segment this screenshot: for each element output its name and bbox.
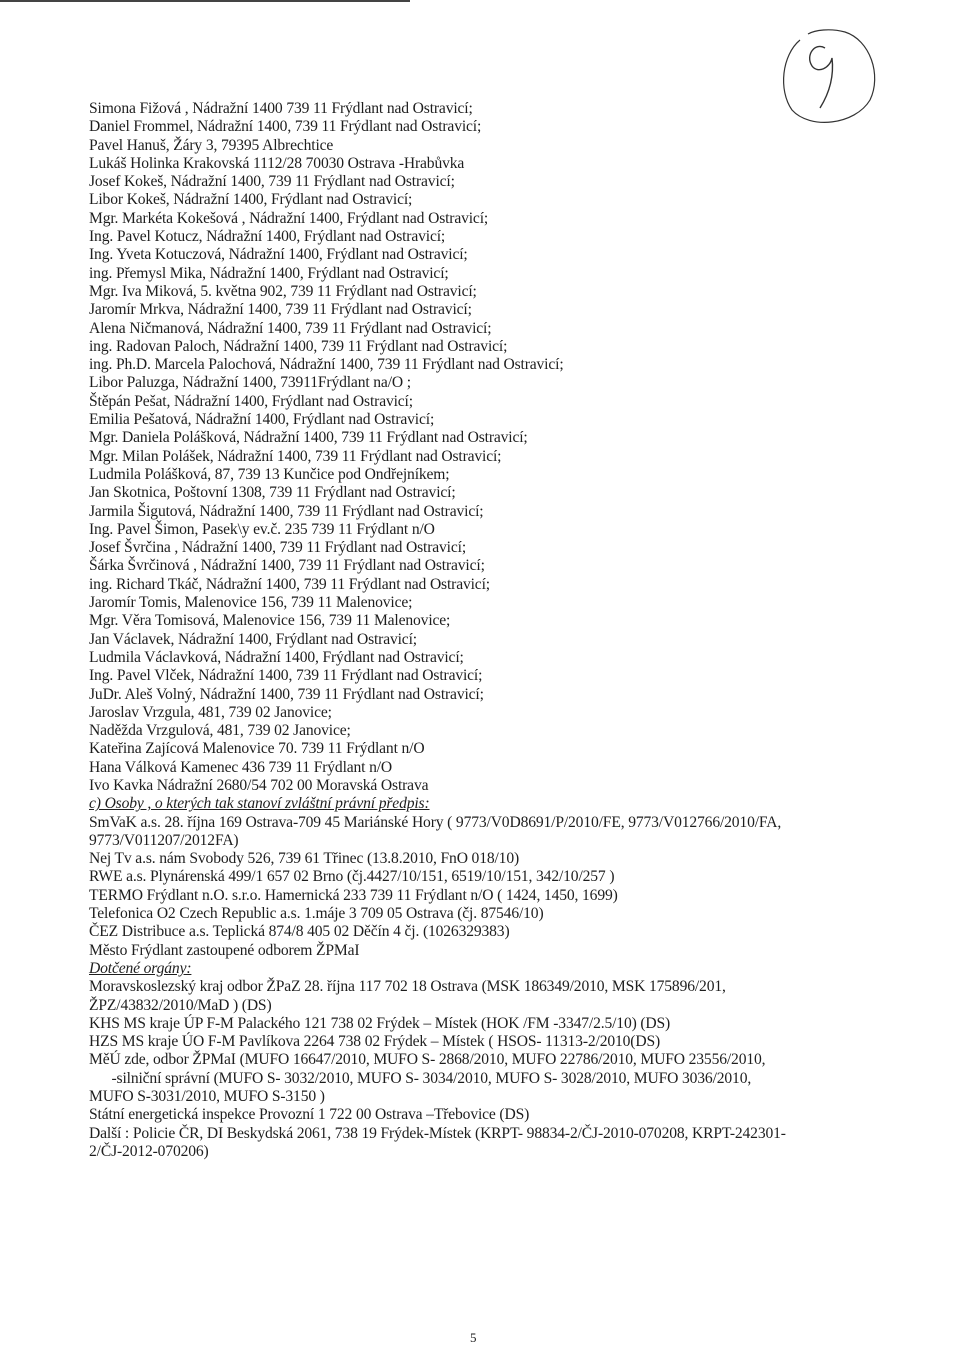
list-item: 2/ČJ-2012-070206) [89, 1142, 209, 1160]
top-border-line [0, 0, 410, 2]
list-item: Telefonica O2 Czech Republic a.s. 1.máje 3 709 05 Ostrava (čj. 87546/10) [89, 905, 544, 923]
list-item: ing. Přemysl Mika, Nádražní 1400, Frýdlant nad Ostravicí; [89, 264, 449, 282]
list-item: Josef Švrčina , Nádražní 1400, 739 11 Frýdlant nad Ostravicí; [89, 539, 467, 557]
list-item: Mgr. Iva Miková, 5. května 902, 739 11 Frýdlant nad Ostravicí; [89, 282, 477, 300]
stamp-number: 9 [770, 7, 778, 24]
list-item: MUFO S-3031/2010, MUFO S-3150 ) [89, 1088, 325, 1106]
page-number: 5 [470, 1330, 477, 1345]
list-item: -silniční správní (MUFO S- 3032/2010, MUFO S- 3034/2010, MUFO S- 3028/2010, MUFO 3036/2010, [89, 1069, 752, 1087]
list-item: Naděžda Vrzgulová, 481, 739 02 Janovice; [89, 722, 351, 740]
section-c-heading: c) Osoby , o kterých tak stanoví zvláštní právní předpis: [89, 795, 430, 813]
persons-list [89, 100, 889, 795]
list-item: Ivo Kavka Nádražní 2680/54 702 00 Moravská Ostrava [89, 776, 429, 794]
list-item: Libor Kokeš, Nádražní 1400, Frýdlant nad Ostravicí; [89, 191, 413, 209]
list-item: Jarmila Šigutová, Nádražní 1400, 739 11 Frýdlant nad Ostravicí; [89, 502, 484, 520]
list-item: Lukáš Holinka Krakovská 1112/28 70030 Ostrava -Hrabůvka [89, 154, 465, 172]
list-item: Moravskoslezský kraj odbor ŽPaZ 28. října 117 702 18 Ostrava (MSK 186349/2010, MSK 175896/201, [89, 978, 726, 996]
list-item: Kateřina Zajícová Malenovice 70. 739 11 Frýdlant n/O [89, 740, 425, 758]
list-item: HZS MS kraje ÚO F-M Pavlíkova 2264 738 02 Frýdek – Místek ( HSOS- 11313-2/2010(DS) [89, 1033, 661, 1051]
list-item: JuDr. Aleš Volný, Nádražní 1400, 739 11 Frýdlant nad Ostravicí; [89, 685, 484, 703]
list-item: Libor Paluzga, Nádražní 1400, 73911Frýdlant na/O ; [89, 374, 411, 392]
list-item: TERMO Frýdlant n.O. s.r.o. Hamernická 233 739 11 Frýdlant n/O ( 1424, 1450, 1699) [89, 886, 618, 904]
affected-authorities-heading: Dotčené orgány: [89, 959, 192, 977]
list-item: RWE a.s. Plynárenská 499/1 657 02 Brno (čj.4427/10/151, 6519/10/151, 342/10/257 ) [89, 868, 615, 886]
list-item: Jaromír Mrkva, Nádražní 1400, 739 11 Frýdlant nad Ostravicí; [89, 301, 472, 319]
affected-authorities-list [89, 978, 889, 1161]
list-item: Nej Tv a.s. nám Svobody 526, 739 61 Třinec (13.8.2010, FnO 018/10) [89, 850, 520, 868]
list-item: ČEZ Distribuce a.s. Teplická 874/8 405 02 Děčín 4 čj. (1026329383) [89, 923, 510, 941]
list-item: Mgr. Markéta Kokešová , Nádražní 1400, Frýdlant nad Ostravicí; [89, 209, 489, 227]
list-item: Ludmila Václavková, Nádražní 1400, Frýdlant nad Ostravicí; [89, 648, 464, 666]
list-item: ing. Radovan Paloch, Nádražní 1400, 739 11 Frýdlant nad Ostravicí; [89, 337, 508, 355]
list-item: Další : Policie ČR, DI Beskydská 2061, 738 19 Frýdek-Místek (KRPT- 98834-2/ČJ-2010-070208, KRPT-242301- [89, 1124, 786, 1142]
list-item: Simona Fižová , Nádražní 1400 739 11 Frýdlant nad Ostravicí; [89, 100, 473, 117]
list-item: Město Frýdlant zastoupené odborem ŽPMaI [89, 941, 360, 959]
list-item: Štěpán Pešat, Nádražní 1400, Frýdlant nad Ostravicí; [89, 392, 413, 410]
list-item: Jan Skotnica, Poštovní 1308, 739 11 Frýdlant nad Ostravicí; [89, 484, 456, 502]
list-item: Mgr. Daniela Polášková, Nádražní 1400, 739 11 Frýdlant nad Ostravicí; [89, 429, 528, 447]
list-item: SmVaK a.s. 28. října 169 Ostrava-709 45 Mariánské Hory ( 9773/V0D8691/P/2010/FE, 9773/V012766/2010/FA, [89, 813, 782, 831]
document-body [89, 100, 889, 1161]
list-item: Daniel Frommel, Nádražní 1400, 739 11 Frýdlant nad Ostravicí; [89, 118, 482, 136]
list-item: Jaroslav Vrzgula, 481, 739 02 Janovice; [89, 703, 332, 721]
list-item: Mgr. Milan Polášek, Nádražní 1400, 739 11 Frýdlant nad Ostravicí; [89, 447, 502, 465]
list-item: ing. Ph.D. Marcela Palochová, Nádražní 1400, 739 11 Frýdlant nad Ostravicí; [89, 356, 564, 374]
list-item: MěÚ zde, odbor ŽPMaI (MUFO 16647/2010, MUFO S- 2868/2010, MUFO 22786/2010, MUFO 23556/2010, [89, 1051, 766, 1069]
list-item: Šárka Švrčinová , Nádražní 1400, 739 11 Frýdlant nad Ostravicí; [89, 557, 485, 575]
list-item: Státní energetická inspekce Provozní 1 722 00 Ostrava –Třebovice (DS) [89, 1106, 530, 1124]
list-item: Mgr. Věra Tomisová, Malenovice 156, 739 11 Malenovice; [89, 612, 451, 630]
list-item: Jan Václavek, Nádražní 1400, Frýdlant nad Ostravicí; [89, 630, 417, 648]
list-item: Pavel Hanuš, Žáry 3, 79395 Albrechtice [89, 136, 334, 154]
list-item: Alena Ničmanová, Nádražní 1400, 739 11 Frýdlant nad Ostravicí; [89, 319, 492, 337]
list-item: Ing. Pavel Vlček, Nádražní 1400, 739 11 Frýdlant nad Ostravicí; [89, 667, 483, 685]
list-item: Ing. Yveta Kotuczová, Nádražní 1400, Frýdlant nad Ostravicí; [89, 246, 468, 264]
section-c-list [89, 814, 889, 960]
list-item: Ludmila Polášková, 87, 739 13 Kunčice pod Ondřejníkem; [89, 465, 450, 483]
list-item: Josef Kokeš, Nádražní 1400, 739 11 Frýdlant nad Ostravicí; [89, 173, 455, 191]
list-item: ing. Richard Tkáč, Nádražní 1400, 739 11 Frýdlant nad Ostravicí; [89, 575, 490, 593]
list-item: Ing. Pavel Kotucz, Nádražní 1400, Frýdlant nad Ostravicí; [89, 228, 446, 246]
list-item: Jaromír Tomis, Malenovice 156, 739 11 Malenovice; [89, 594, 413, 612]
list-item: ŽPZ/43832/2010/MaD ) (DS) [89, 996, 272, 1014]
list-item: 9773/V011207/2012FA) [89, 831, 239, 849]
list-item: Hana Válková Kamenec 436 739 11 Frýdlant n/O [89, 758, 393, 776]
list-item: Ing. Pavel Šimon, Pasek\y ev.č. 235 739 11 Frýdlant n/O [89, 520, 435, 538]
list-item: Emilia Pešatová, Nádražní 1400, Frýdlant nad Ostravicí; [89, 411, 435, 429]
list-item: KHS MS kraje ÚP F-M Palackého 121 738 02 Frýdek – Místek (HOK /FM -3347/2.5/10) (DS) [89, 1014, 671, 1032]
